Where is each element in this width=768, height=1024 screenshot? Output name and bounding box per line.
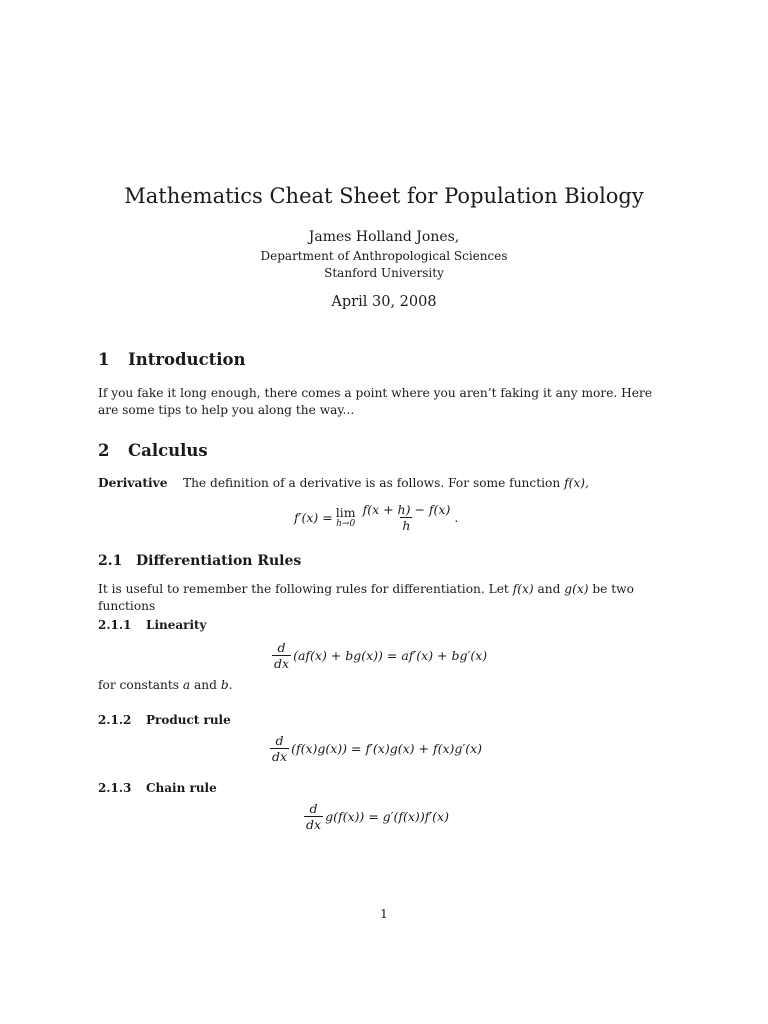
d-dx-operator [272,640,291,671]
section-number: 1 [98,350,110,369]
section-number: 2 [98,441,110,460]
subsection-differentiation-rules-heading [98,553,301,569]
d-dx-operator [270,733,289,764]
linearity-note [98,677,673,694]
chain-expression: g(f(x)) = g′(f(x))f′(x) [325,809,449,824]
limit-operator [336,506,356,529]
d-numerator: d [309,801,318,816]
denominator: h [402,518,411,533]
dx-denominator: dx [306,817,322,832]
linearity-equation [270,640,487,671]
linearity-heading [98,618,207,632]
note-and: and [194,678,217,692]
dx-denominator: dx [274,656,290,671]
subsubsection-title: Chain rule [146,781,217,795]
d-numerator: d [275,733,284,748]
derivative-equation [294,502,458,533]
product-rule-heading [98,713,231,727]
eq-lhs: f′(x) = [294,510,333,525]
linearity-expression: (af(x) + bg(x)) = af′(x) + bg′(x) [293,648,488,663]
section-title: Introduction [128,350,246,369]
subsection-number: 2.1 [98,553,123,569]
subsubsection-title: Linearity [146,618,207,632]
page-number: 1 [380,907,388,921]
rules-fx: f(x) [512,582,534,596]
rules-text-b: be two functions [98,582,634,613]
author-department: Department of Anthropological Sciences [260,249,508,263]
chain-rule-equation [302,801,449,832]
eq-end: . [454,510,459,525]
rules-gx: g(x) [564,582,589,596]
const-b: b [220,678,229,692]
differentiation-rules-paragraph [98,581,673,615]
derivative-paragraph [98,475,673,492]
derivative-fx: f(x), [564,476,589,490]
chain-rule-heading [98,781,217,795]
lim-subscript: h→0 [336,519,356,529]
dx-denominator: dx [272,749,288,764]
product-rule-equation [268,733,482,764]
note-text: for constants [98,678,179,692]
author-university: Stanford University [324,266,444,280]
const-a: a [182,678,191,692]
author-name: James Holland Jones, [308,229,460,245]
d-dx-operator [304,801,323,832]
d-numerator: d [277,640,286,655]
introduction-paragraph: If you fake it long enough, there comes a point where you aren’t faking it any more. Here are some tips to help you along the way... [98,386,653,417]
note-dot: . [228,678,233,692]
difference-quotient [361,502,453,533]
rules-and: and [537,582,561,596]
subsection-title: Differentiation Rules [136,553,302,569]
subsubsection-title: Product rule [146,713,231,727]
section-calculus-heading [98,441,208,460]
derivative-text: The definition of a derivative is as follows. For some function [182,476,561,490]
paper-title: Mathematics Cheat Sheet for Population Biology [124,184,644,208]
lim-text: lim [335,505,356,520]
product-expression: (f(x)g(x)) = f′(x)g(x) + f(x)g′(x) [291,741,483,756]
section-introduction-heading [98,350,246,369]
paper-date: April 30, 2008 [331,294,437,310]
derivative-label: Derivative [98,476,168,490]
section-title: Calculus [128,441,208,460]
numerator: f(x + h) − f(x) [362,502,451,517]
subsubsection-number: 2.1.1 [98,618,132,632]
rules-text-a: It is useful to remember the following rules for differentiation. Let [98,582,509,596]
subsubsection-number: 2.1.2 [98,713,132,727]
subsubsection-number: 2.1.3 [98,781,132,795]
